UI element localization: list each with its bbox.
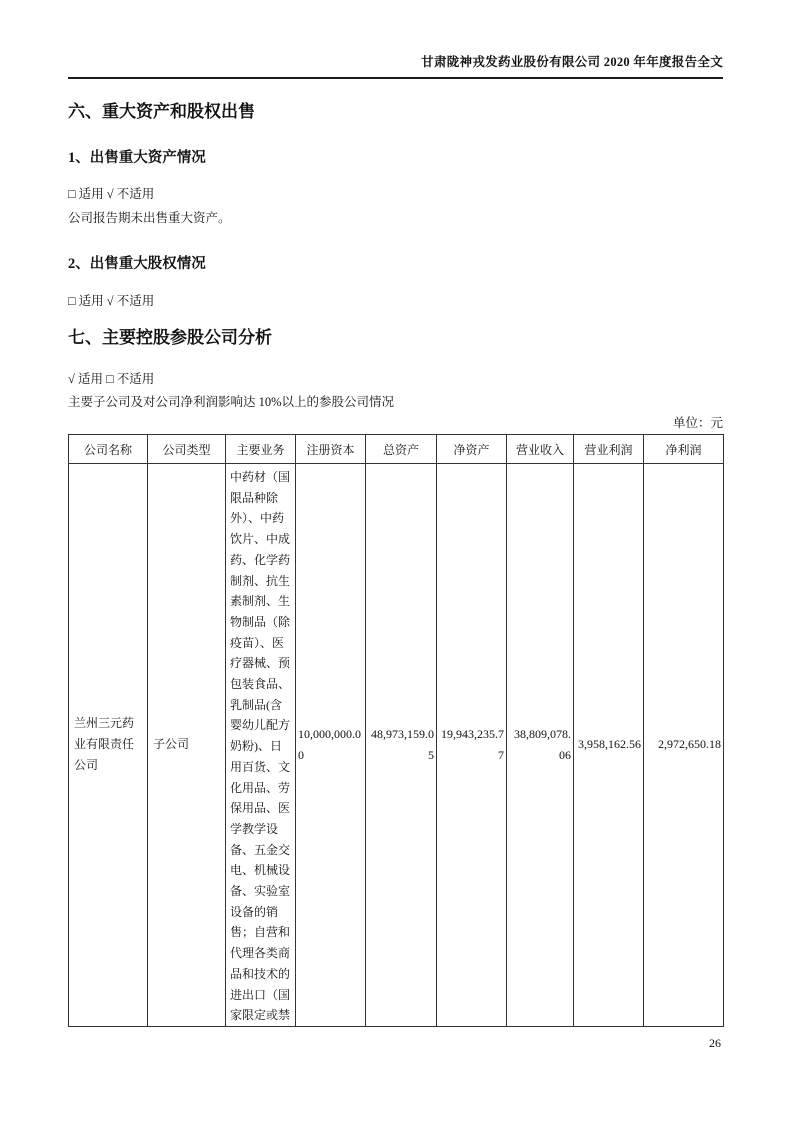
column-header-company-name: 公司名称 bbox=[69, 435, 148, 464]
column-header-net-profit: 净利润 bbox=[644, 435, 724, 464]
document-header-title: 甘肃陇神戎发药业股份有限公司 2020 年年度报告全文 bbox=[421, 55, 723, 69]
column-header-main-business: 主要业务 bbox=[226, 435, 296, 464]
document-header bbox=[68, 0, 723, 79]
cell-operating-revenue: 38,809,078.06 bbox=[507, 464, 574, 1027]
column-header-operating-profit: 营业利润 bbox=[574, 435, 644, 464]
cell-net-profit: 2,972,650.18 bbox=[644, 464, 724, 1027]
subsidiaries-intro: 主要子公司及对公司净利润影响达 10%以上的参股公司情况 bbox=[68, 395, 395, 409]
table-row bbox=[69, 464, 724, 1027]
applicability-line-sale-equity: □ 适用 √ 不适用 bbox=[68, 294, 155, 308]
column-header-operating-revenue: 营业收入 bbox=[507, 435, 574, 464]
column-header-total-assets: 总资产 bbox=[366, 435, 437, 464]
cell-net-assets: 19,943,235.77 bbox=[437, 464, 507, 1027]
column-header-net-assets: 净资产 bbox=[437, 435, 507, 464]
column-header-company-type: 公司类型 bbox=[148, 435, 226, 464]
cell-main-business: 中药材（国限品种除外）、中药饮片、中成药、化学药制剂、抗生素制剂、生物制品（除疫苗）、医疗器械、预包装食品、乳制品(含婴幼儿配方奶粉)、日用百货、文化用品、劳保用品、医学教学设备、五金交电、机械设备、实验室设备的销售；自营和代理各类商品和技术的进出口（国家限定或禁 bbox=[226, 464, 296, 1027]
unit-label: 单位：元 bbox=[672, 416, 723, 430]
section-seven-heading: 七、主要控股参股公司分析 bbox=[68, 328, 272, 347]
applicability-line-sale-assets: □ 适用 √ 不适用 bbox=[68, 187, 155, 201]
cell-operating-profit: 3,958,162.56 bbox=[574, 464, 644, 1027]
subsection-one-heading: 1、出售重大资产情况 bbox=[68, 150, 206, 166]
subsidiaries-table bbox=[68, 434, 724, 1027]
table-header-row bbox=[69, 435, 724, 464]
column-header-registered-capital: 注册资本 bbox=[296, 435, 366, 464]
page-number: 26 bbox=[709, 1036, 721, 1050]
cell-company-type: 子公司 bbox=[148, 464, 226, 1027]
section-six-heading: 六、重大资产和股权出售 bbox=[68, 102, 255, 121]
cell-registered-capital: 10,000,000.00 bbox=[296, 464, 366, 1027]
sale-assets-note: 公司报告期未出售重大资产。 bbox=[68, 211, 231, 225]
applicability-line-subsidiaries: √ 适用 □ 不适用 bbox=[68, 372, 155, 386]
subsection-two-heading: 2、出售重大股权情况 bbox=[68, 256, 206, 272]
cell-total-assets: 48,973,159.05 bbox=[366, 464, 437, 1027]
cell-company-name: 兰州三元药业有限责任公司 bbox=[69, 464, 148, 1027]
